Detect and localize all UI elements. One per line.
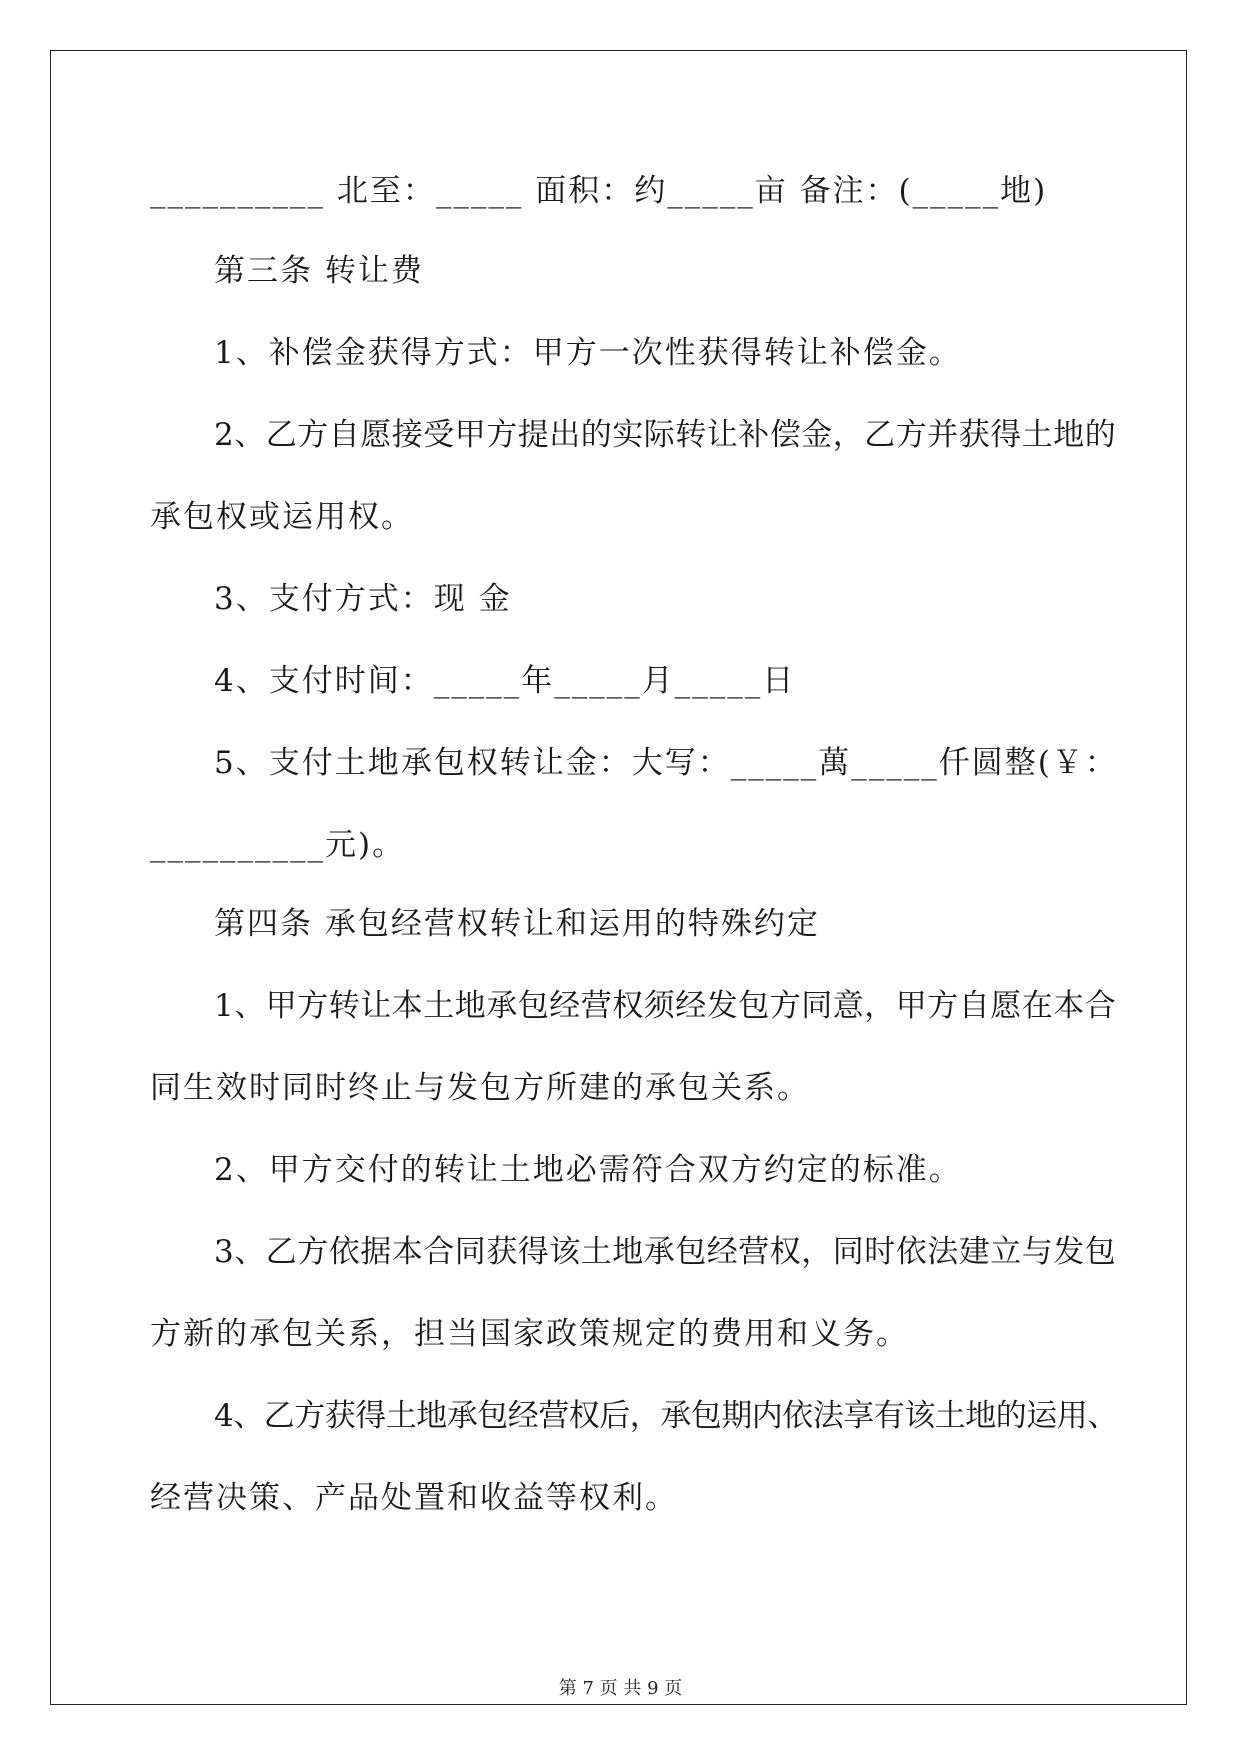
text-line-13: 2、甲方交付的转让土地必需符合双方约定的标准。 <box>214 1152 962 1188</box>
section-heading-3: 第三条 转让费 <box>214 253 424 289</box>
text-line-1: __________ 北至：_____ 面积：约_____亩 备注：(_____地) <box>150 173 1048 209</box>
text-line-7: 4、支付时间：_____年_____月_____日 <box>214 663 796 699</box>
text-line-3: 1、补偿金获得方式：甲方一次性获得转让补偿金。 <box>214 335 962 371</box>
text-line-5: 承包权或运用权。 <box>150 499 414 535</box>
text-line-15: 方新的承包关系，担当国家政策规定的费用和义务。 <box>150 1316 909 1352</box>
text-line-16: 4、乙方获得土地承包经营权后，承包期内依法享有该土地的运用、 <box>214 1398 1118 1434</box>
text-line-14: 3、乙方依据本合同获得该土地承包经营权，同时依法建立与发包 <box>214 1234 1117 1270</box>
text-line-12: 同生效时同时终止与发包方所建的承包关系。 <box>150 1070 810 1106</box>
text-line-6: 3、支付方式：现 金 <box>214 581 512 617</box>
page-border <box>50 50 1187 1705</box>
text-line-8: 5、支付土地承包权转让金：大写：_____萬_____仟圆整(￥： <box>214 745 1118 781</box>
section-heading-4: 第四条 承包经营权转让和运用的特殊约定 <box>214 906 820 942</box>
text-line-9: __________元)。 <box>150 827 406 863</box>
page-footer: 第 7 页 共 9 页 <box>558 1678 683 1699</box>
text-line-11: 1、甲方转让本土地承包经营权须经发包方同意，甲方自愿在本合 <box>214 988 1117 1024</box>
text-line-4: 2、乙方自愿接受甲方提出的实际转让补偿金，乙方并获得土地的 <box>214 417 1117 453</box>
text-line-17: 经营决策、产品处置和收益等权利。 <box>150 1480 678 1516</box>
